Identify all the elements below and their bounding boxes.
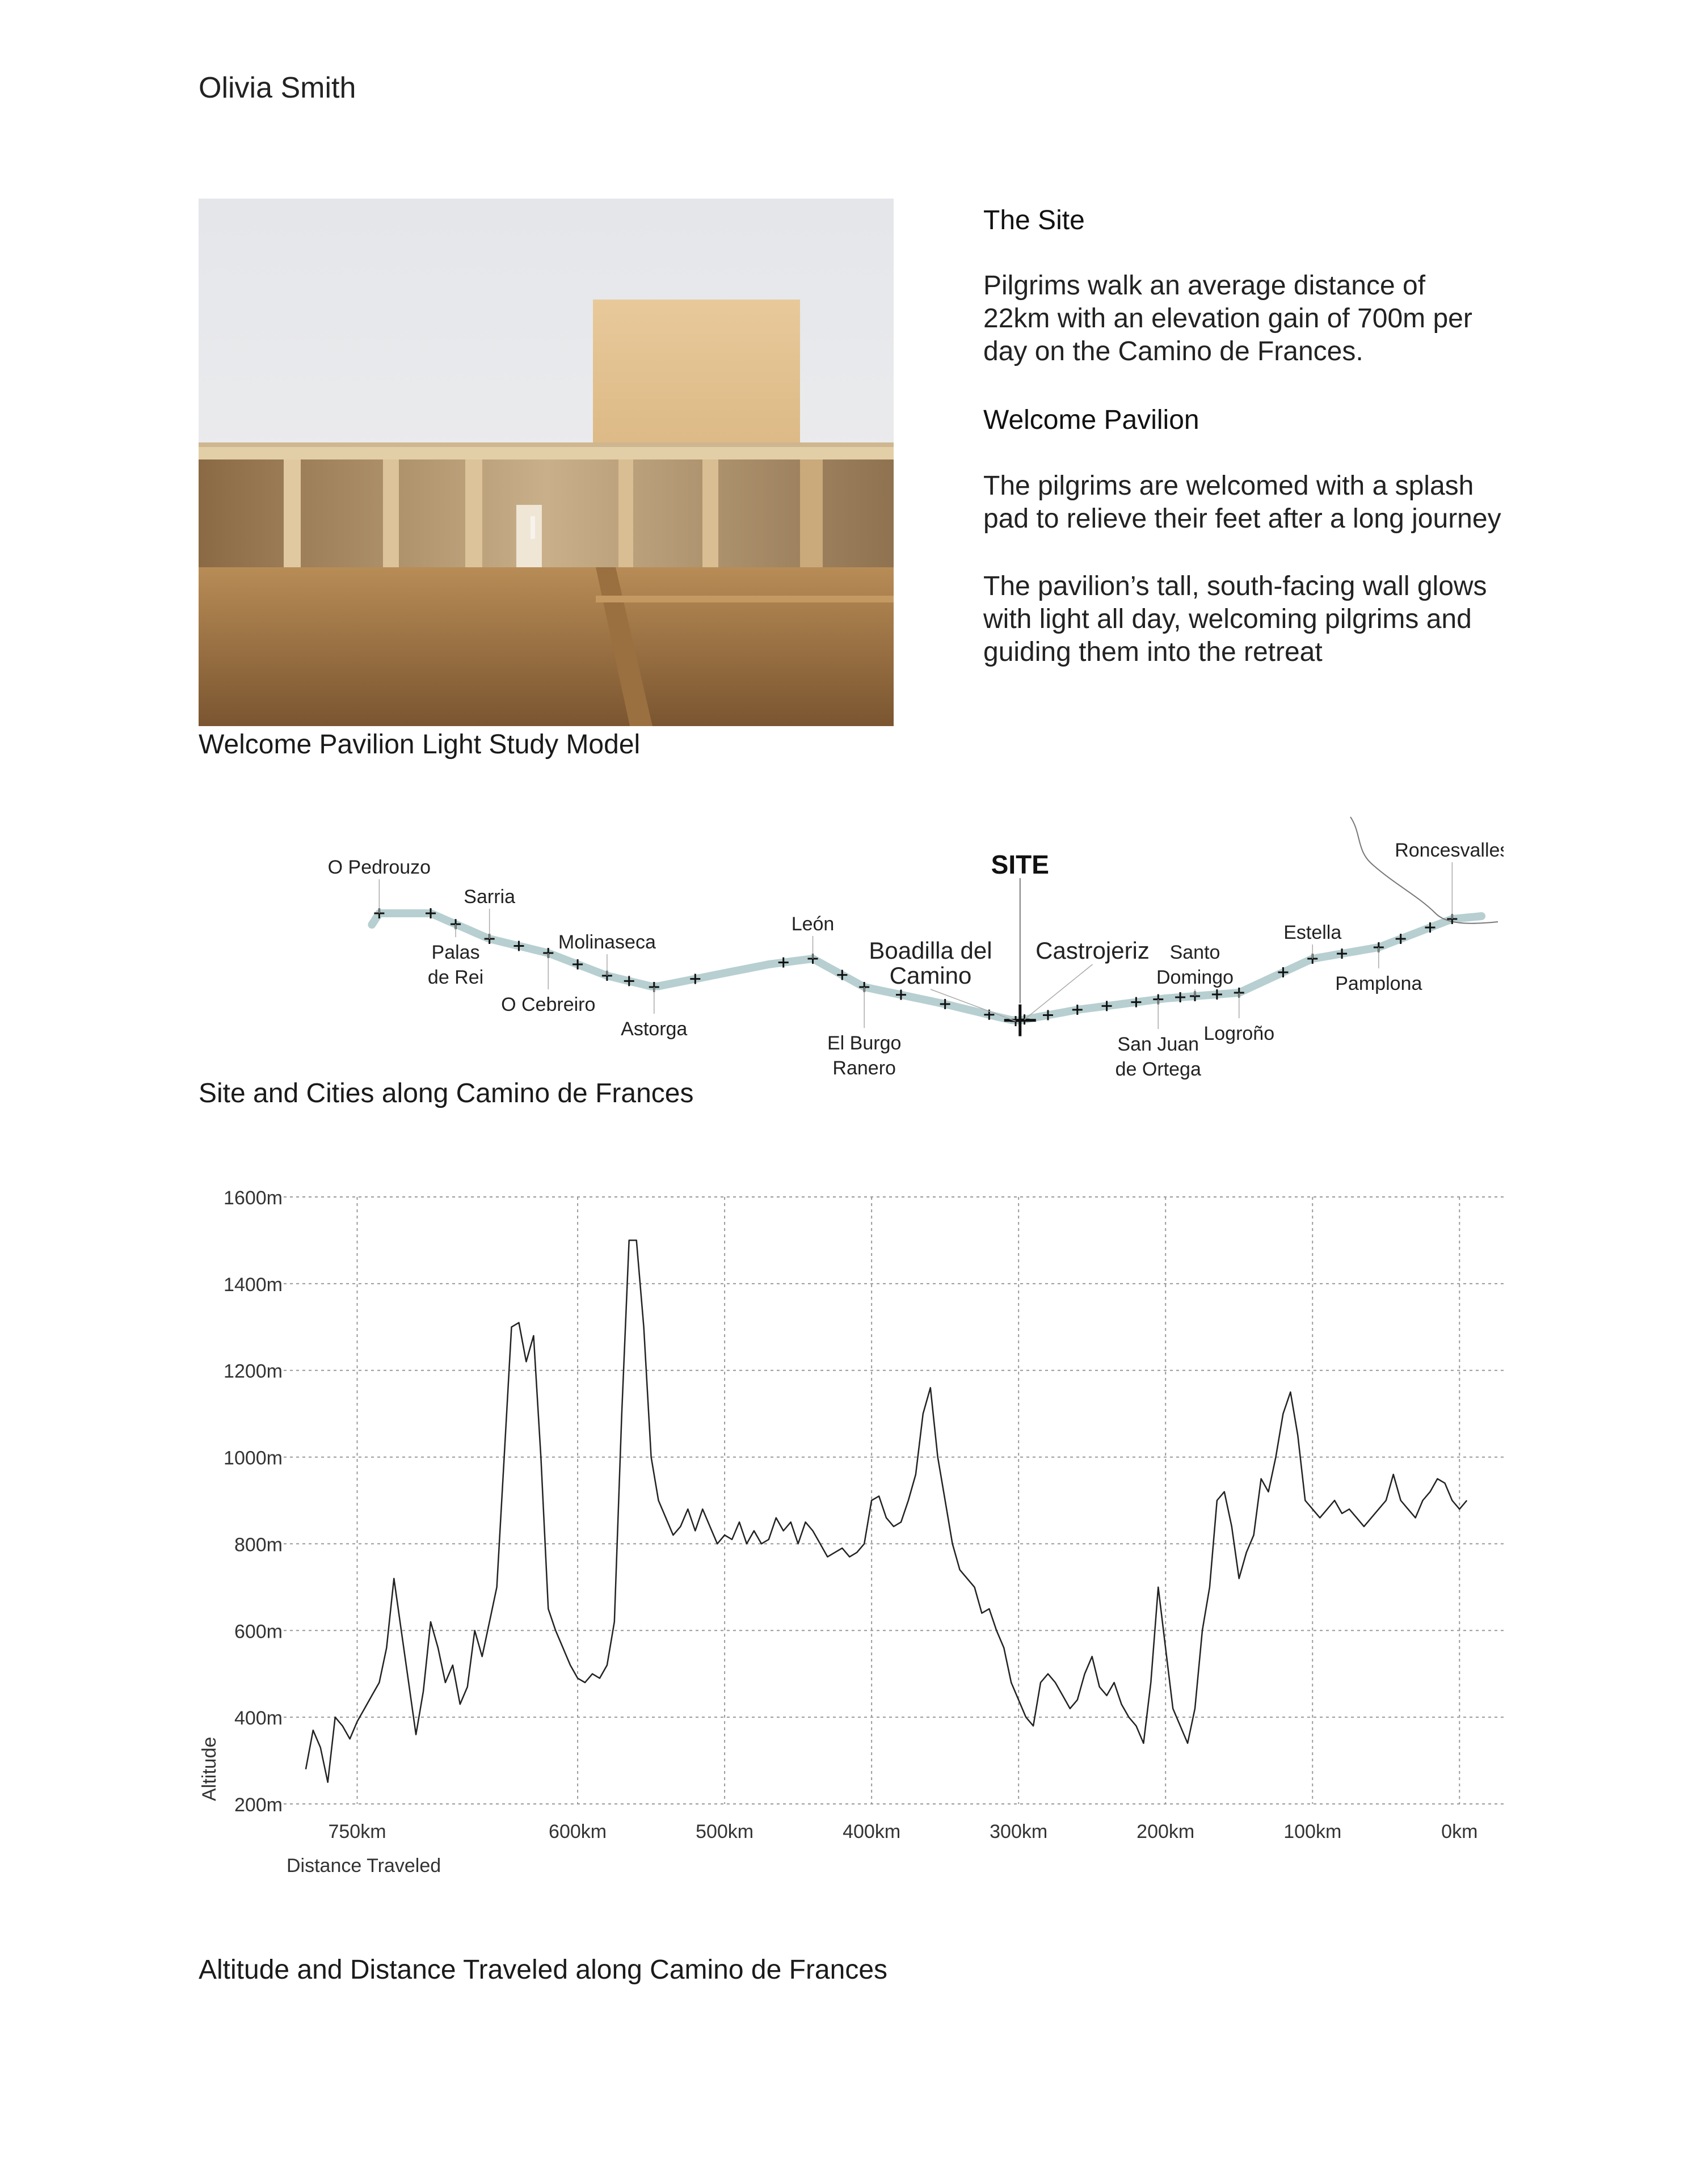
- altitude-chart-svg: [199, 1163, 1504, 1889]
- site-body: [983, 269, 1551, 368]
- city-label: Roncesvalles: [1395, 840, 1504, 861]
- x-tick-label: 0km: [1441, 1821, 1478, 1843]
- x-tick-label: 300km: [990, 1821, 1048, 1843]
- city-label: Pamplona: [1335, 973, 1422, 994]
- city-label: Camino: [889, 962, 972, 989]
- x-tick-label: 200km: [1136, 1821, 1195, 1843]
- pavilion-body-line: guiding them into the retreat: [983, 637, 1323, 667]
- pavilion-model-photo: [199, 199, 894, 726]
- pavilion-body-2: [983, 570, 1551, 669]
- city-label: Santo: [1169, 942, 1220, 963]
- pavilion-body-1: [983, 470, 1551, 536]
- city-label: El Burgo: [827, 1032, 902, 1054]
- y-tick-label: 1200m: [224, 1360, 283, 1382]
- city-label: San Juan: [1117, 1034, 1199, 1055]
- city-label: O Pedrouzo: [327, 857, 431, 878]
- pavilion-body-line: The pilgrims are welcomed with a splash: [983, 471, 1474, 501]
- y-tick-label: 1400m: [224, 1274, 283, 1296]
- route-map-svg: [199, 811, 1504, 1106]
- altitude-chart: [199, 1163, 1504, 1889]
- city-label: Sarria: [464, 886, 516, 908]
- map-caption: Site and Cities along Camino de Frances: [199, 1078, 694, 1108]
- site-body-line: day on the Camino de Frances.: [983, 336, 1363, 366]
- y-tick-label: 200m: [234, 1794, 283, 1816]
- city-label: Molinaseca: [558, 931, 656, 953]
- city-label: Astorga: [621, 1018, 688, 1040]
- city-label: Boadilla del: [869, 937, 992, 964]
- city-label: Palas: [431, 942, 480, 963]
- altitude-series-line: [306, 1240, 1467, 1782]
- chart-caption: Altitude and Distance Traveled along Camino de Frances: [199, 1955, 888, 1985]
- y-tick-label: 1600m: [224, 1187, 283, 1209]
- site-marker: [1004, 1005, 1036, 1036]
- site-body-line: Pilgrims walk an average distance of: [983, 271, 1426, 301]
- x-tick-label: 500km: [696, 1821, 754, 1843]
- city-label: Domingo: [1156, 967, 1234, 988]
- city-label: Logroño: [1203, 1023, 1275, 1044]
- river-line: [1350, 817, 1498, 924]
- photo-caption: Welcome Pavilion Light Study Model: [199, 730, 641, 760]
- y-tick-label: 400m: [234, 1707, 283, 1730]
- city-label: Estella: [1283, 922, 1342, 943]
- site-label: SITE: [991, 850, 1049, 879]
- city-label: Ranero: [832, 1057, 896, 1079]
- route-map: [199, 811, 1504, 1106]
- x-tick-label: 600km: [549, 1821, 607, 1843]
- y-axis-label: Altitude: [199, 1736, 220, 1801]
- x-tick-label: 400km: [843, 1821, 901, 1843]
- x-tick-label: 750km: [328, 1821, 386, 1843]
- x-axis-label: Distance Traveled: [287, 1855, 441, 1877]
- city-label: de Ortega: [1115, 1059, 1201, 1080]
- city-label: de Rei: [427, 967, 484, 988]
- site-heading: The Site: [983, 205, 1085, 235]
- x-tick-label: 100km: [1283, 1821, 1342, 1843]
- y-tick-label: 800m: [234, 1534, 283, 1556]
- pavilion-body-line: The pavilion’s tall, south-facing wall glows: [983, 571, 1487, 601]
- y-tick-label: 600m: [234, 1621, 283, 1643]
- pavilion-heading: Welcome Pavilion: [983, 405, 1199, 435]
- city-label: Castrojeriz: [1035, 937, 1150, 964]
- city-label: León: [791, 913, 835, 935]
- pavilion-body-line: pad to relieve their feet after a long journey: [983, 504, 1501, 534]
- author-name: Olivia Smith: [199, 71, 356, 104]
- pavilion-body-line: with light all day, welcoming pilgrims and: [983, 604, 1472, 634]
- y-tick-label: 1000m: [224, 1447, 283, 1469]
- city-label: O Cebreiro: [501, 994, 596, 1015]
- pavilion-model-image: [199, 199, 894, 726]
- site-body-line: 22km with an elevation gain of 700m per: [983, 303, 1472, 334]
